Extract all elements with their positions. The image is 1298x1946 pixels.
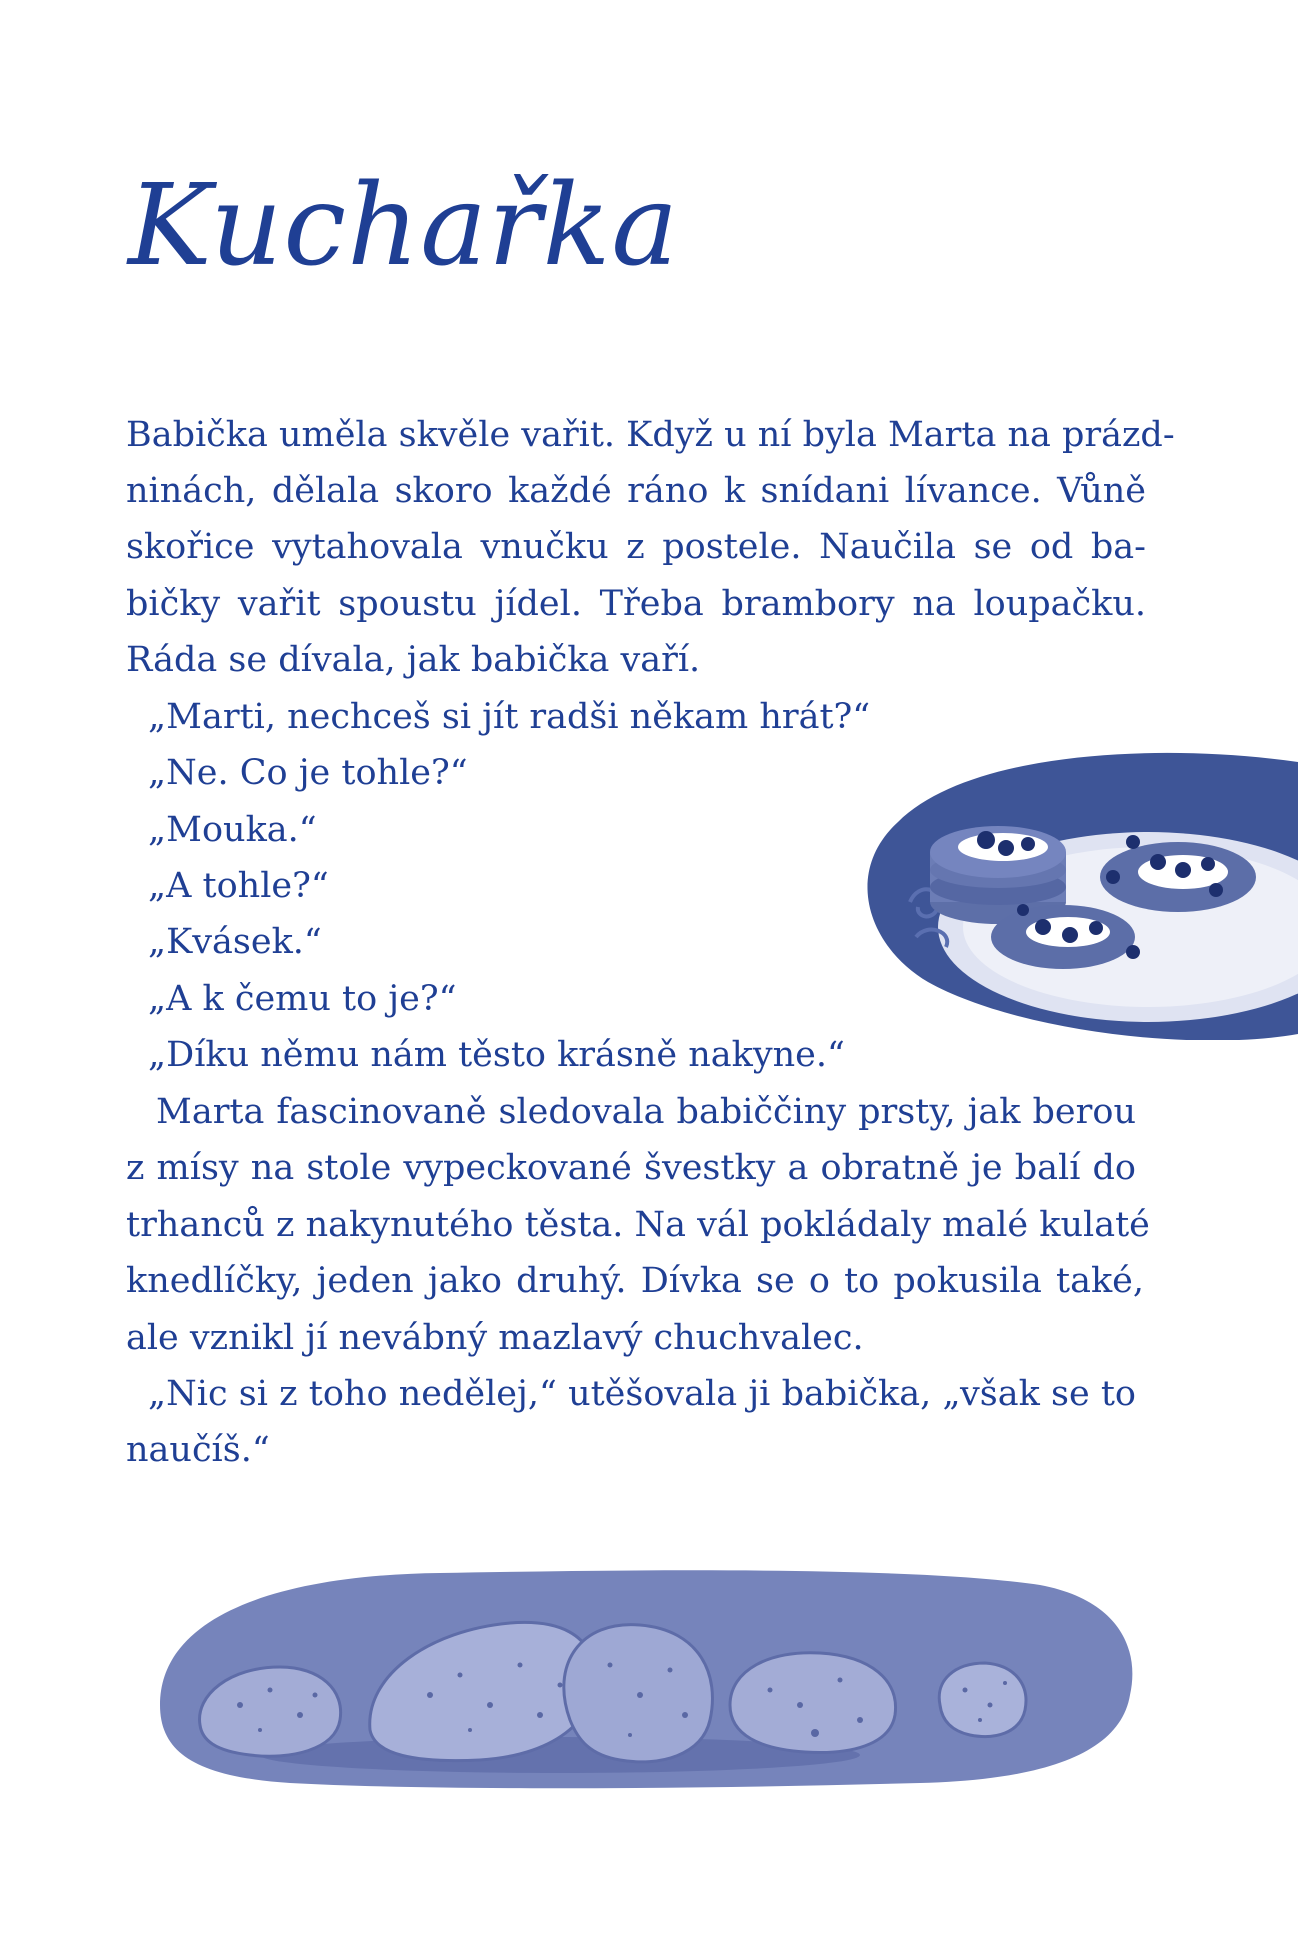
dialogue-line: „Díku němu nám těsto krásně nakyne.“	[148, 1035, 845, 1075]
text-line: Marta fascinovaně sledovala babiččiny prsty, jak berou	[156, 1092, 1136, 1132]
text-line: ale vznikl jí nevábný mazlavý chuchvalec.	[126, 1318, 864, 1358]
chapter-title: Kuchařka	[128, 161, 680, 291]
text-line: knedlíčky, jeden jako druhý. Dívka se o to pokusila také,	[126, 1261, 1144, 1301]
dialogue-line: „Nic si z toho nedělej,“ utěšovala ji babička, „však se to	[148, 1374, 1136, 1414]
pancakes-plate-illustration	[858, 752, 1298, 1040]
text-line: Ráda se dívala, jak babička vaří.	[126, 640, 701, 680]
dialogue-line: „Kvásek.“	[148, 922, 322, 962]
text-line: bičky vařit spoustu jídel. Třeba brambory na loupačku.	[126, 584, 1146, 624]
potatoes-illustration	[140, 1555, 1140, 1795]
dialogue-line: „Marti, nechceš si jít radši někam hrát?“	[148, 697, 871, 737]
text-line: Babička uměla skvěle vařit. Když u ní byla Marta na prázd-	[126, 415, 1175, 455]
text-line: z mísy na stole vypeckované švestky a obratně je balí do	[126, 1148, 1136, 1188]
dialogue-line: „A k čemu to je?“	[148, 979, 457, 1019]
text-line: trhanců z nakynutého těsta. Na vál pokládaly malé kulaté	[126, 1205, 1150, 1245]
text-line: naučíš.“	[126, 1430, 270, 1470]
text-line: skořice vytahovala vnučku z postele. Naučila se od ba-	[126, 527, 1146, 567]
dialogue-line: „A tohle?“	[148, 866, 329, 906]
text-line: ninách, dělala skoro každé ráno k snídani lívance. Vůně	[126, 471, 1146, 511]
dialogue-line: „Ne. Co je tohle?“	[148, 753, 468, 793]
dialogue-line: „Mouka.“	[148, 810, 317, 850]
